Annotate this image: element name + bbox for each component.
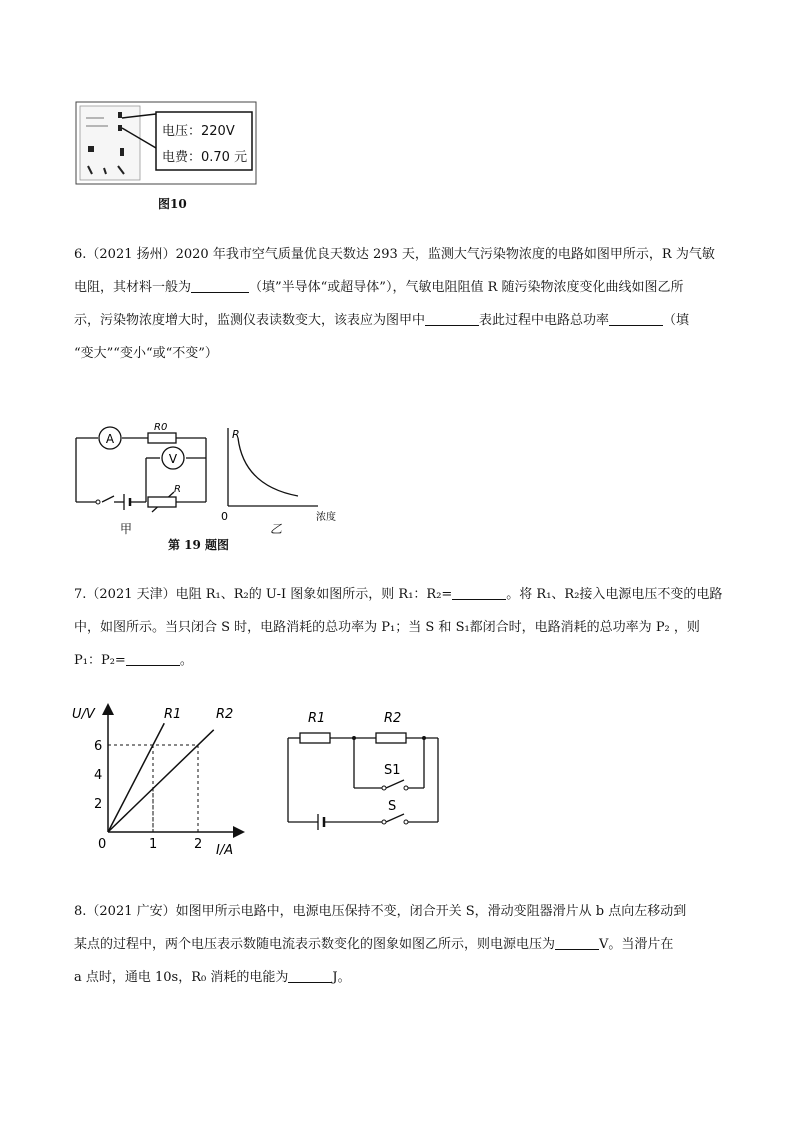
socket-slot: [118, 112, 122, 118]
r1-label: R1: [164, 707, 182, 722]
y-tick-label: 2: [94, 797, 103, 812]
switch-contact: [96, 500, 100, 504]
series-line-r1: [108, 723, 164, 832]
q8-line-1: 8.（2021 广安）如图甲所示电路中，电源电压保持不变，闭合开关 S，滑动变阻器滑片从 b 点向左移动到: [74, 904, 687, 919]
resistor-r1: [300, 733, 330, 743]
q6-line-4: “变大”“变小“或“不变”）: [74, 346, 218, 361]
circuit-r1-label: R1: [308, 711, 326, 726]
x-tick-label: 1: [149, 837, 158, 852]
x-tick-label: 2: [194, 837, 203, 852]
circuit-r2-label: R2: [384, 711, 402, 726]
q6-label-jia: 甲: [120, 522, 133, 536]
x-axis-label: I/A: [216, 843, 234, 858]
q8-blank-2[interactable]: [288, 968, 332, 983]
switch-s1-contact: [404, 786, 408, 790]
switch-s-contact: [382, 820, 386, 824]
switch-s1-blade: [386, 780, 404, 788]
question-7: [74, 578, 724, 677]
switch-blade: [102, 496, 114, 502]
switch-s-contact: [404, 820, 408, 824]
y-tick-label: 4: [94, 768, 103, 783]
q6-line-2: 电阻，其材料一般为 （填”半导体“或超导体”），气敏电阻阻值 R 随污染物浓度变化曲线如图乙所: [74, 280, 684, 295]
switch-s-blade: [386, 814, 404, 822]
circuit-s1-label: S1: [384, 763, 401, 778]
ammeter-label: A: [105, 432, 115, 446]
q6-blank-2[interactable]: [425, 311, 479, 326]
q6-circuit-jia: [70, 418, 220, 523]
question-8: [74, 895, 724, 994]
q7-blank-1[interactable]: [452, 585, 506, 600]
q7-ui-graph: [70, 700, 260, 860]
voltmeter-label: V: [168, 452, 178, 466]
y-axis-label: U/V: [72, 707, 95, 722]
gas-sensor-resistor: [148, 497, 176, 507]
figure-10-caption: 图10: [158, 197, 187, 211]
q6-graph-yi: [218, 422, 348, 527]
q7-line-2: 中，如图所示。当只闭合 S 时，电路消耗的总功率为 P₁；当 S 和 S₁都闭合时，电路消耗的总功率为 P₂ ，则: [74, 620, 700, 635]
q6-line-3: 示，污染物浓度增大时，监测仪表读数变大，该表应为图甲中 表此过程中电路总功率 （填: [74, 313, 690, 328]
r0-label: R0: [154, 422, 168, 433]
q8-line-3: a 点时，通电 10s，R₀ 消耗的电能为 J。: [74, 970, 351, 985]
figure-10: [74, 98, 264, 188]
graph-x-label: 浓度: [316, 512, 336, 523]
graph-origin: 0: [221, 510, 228, 523]
r-concentration-curve: [238, 438, 298, 496]
q7-line-1: 7.（2021 天津）电阻 R₁、R₂的 U-I 图象如图所示，则 R₁：R₂= 。将 R₁、R₂接入电源电压不变的电路: [74, 587, 723, 602]
series-line-r2: [108, 730, 214, 832]
circuit-s-label: S: [388, 799, 397, 814]
display-voltage: 电压：220V: [162, 124, 235, 139]
socket-figure: [74, 98, 264, 188]
socket-hole: [88, 146, 94, 152]
q7-blank-2[interactable]: [126, 651, 180, 666]
q6-line-1: 6.（2021 扬州）2020 年我市空气质量优良天数达 293 天，监测大气污染物浓度的电路如图甲所示，R 为气敏: [74, 247, 715, 262]
q6-blank-3[interactable]: [609, 311, 663, 326]
switch-s1-contact: [382, 786, 386, 790]
resistor-r2: [376, 733, 406, 743]
socket-slot: [118, 125, 122, 131]
q7-circuit: [282, 704, 462, 834]
socket-hole: [120, 148, 124, 156]
q6-blank-1[interactable]: [191, 278, 249, 293]
q8-line-2: 某点的过程中，两个电压表示数随电流表示数变化的图象如图乙所示，则电源电压为 V。当滑片在: [74, 937, 674, 952]
question-6: [74, 238, 724, 370]
r2-label: R2: [216, 707, 234, 722]
junction-dot: [422, 736, 426, 740]
junction-dot: [352, 736, 356, 740]
y-tick-label: 6: [94, 739, 103, 754]
x-tick-label: 0: [98, 837, 107, 852]
q8-blank-1[interactable]: [555, 935, 599, 950]
graph-y-label: R: [232, 428, 240, 441]
q7-line-3: P₁：P₂= 。: [74, 653, 193, 668]
r-label: R: [174, 484, 181, 495]
q6-label-yi: 乙: [270, 522, 283, 536]
q6-figure-caption: 第 19 题图: [168, 538, 230, 552]
resistor-r0: [148, 433, 176, 443]
display-fee: 电费：0.70 元: [162, 150, 248, 165]
